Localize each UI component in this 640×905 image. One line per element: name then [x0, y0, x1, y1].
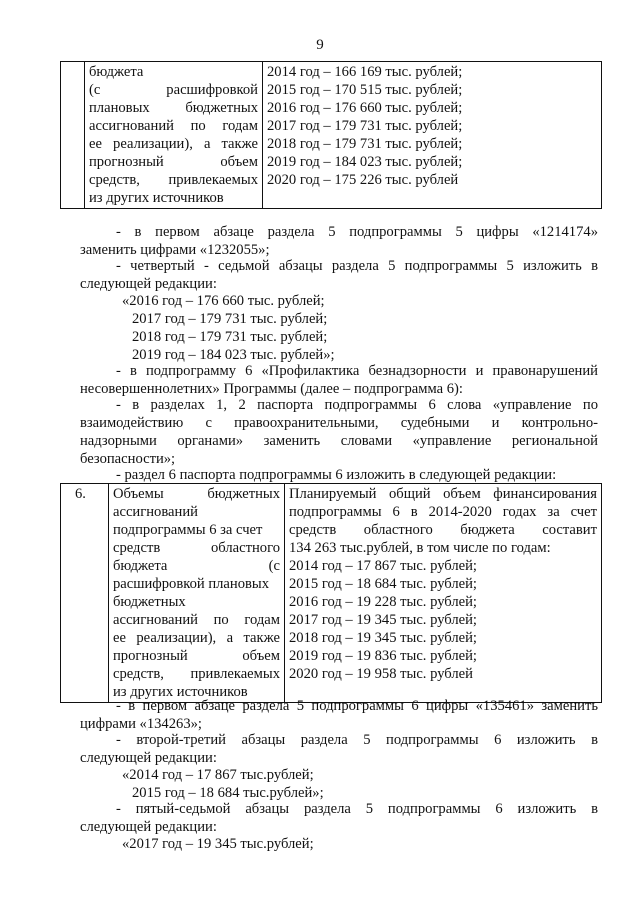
cell-line: средств, привлекаемых: [89, 172, 258, 188]
cell-line: плановых бюджетных: [89, 100, 258, 116]
cell-line: подпрограммы 6 в 2014-2020 годах за счет: [289, 504, 597, 520]
row-number: 6.: [75, 486, 86, 502]
paragraph-paragraphs-5-7: [80, 800, 598, 836]
cell-line: бюджета (с: [113, 558, 280, 574]
cell-line: 2014 год – 17 867 тыс. рублей;: [289, 558, 477, 574]
cell-line: ассигнований по годам: [89, 118, 258, 134]
cell-line: Объемы бюджетных: [113, 486, 280, 502]
paragraph-line: надзорными органами» заменить словами «управление региональной: [80, 433, 598, 449]
cell-line: 2018 год – 179 731 тыс. рублей;: [267, 136, 463, 152]
paragraph-line: несовершеннолетних» Программы (далее – подпрограмма 6):: [80, 381, 463, 397]
row-label-cell: [85, 62, 263, 209]
quote-line: «2017 год – 19 345 тыс.рублей;: [122, 836, 314, 852]
cell-line: Планируемый общий объем финансирования: [289, 486, 597, 502]
cell-line: 2019 год – 19 836 тыс. рублей;: [289, 648, 477, 664]
quoted-amounts-6b: [122, 835, 314, 853]
cell-line: бюджетных: [113, 594, 186, 610]
paragraph-sections-1-2: [80, 396, 598, 468]
row-number-cell: [61, 62, 85, 209]
cell-line: 2020 год – 175 226 тыс. рублей: [267, 172, 459, 188]
paragraph-line: следующей редакции:: [80, 819, 217, 835]
quote-line: «2016 год – 176 660 тыс. рублей;: [122, 293, 325, 309]
cell-line: 2017 год – 19 345 тыс. рублей;: [289, 612, 477, 628]
budget-table-subprogram-5: [60, 61, 602, 209]
cell-line: ее реализации), а также: [89, 136, 258, 152]
quote-line: «2014 год – 17 867 тыс.рублей;: [122, 767, 314, 783]
cell-line: из других источников: [113, 684, 248, 700]
cell-line: 2016 год – 19 228 тыс. рублей;: [289, 594, 477, 610]
cell-line: расшифровкой плановых: [113, 576, 270, 592]
cell-line: 2020 год – 19 958 тыс. рублей: [289, 666, 473, 682]
budget-table-subprogram-6: [60, 483, 602, 703]
page-number: 9: [316, 37, 324, 53]
paragraph-line: цифрами «134263»;: [80, 716, 202, 732]
cell-line: бюджета: [89, 64, 144, 80]
cell-line: 2019 год – 184 023 тыс. рублей;: [267, 154, 463, 170]
cell-line: прогнозный объем: [89, 154, 258, 170]
paragraph-line: - пятый-седьмой абзацы раздела 5 подпрограммы 6 изложить в: [116, 801, 598, 817]
cell-line: подпрограммы 6 за счет: [113, 522, 263, 538]
paragraph-line: заменить цифрами «1232055»;: [80, 242, 270, 258]
quote-line: 2018 год – 179 731 тыс. рублей;: [132, 329, 328, 345]
quoted-amounts-6a: [122, 766, 324, 802]
paragraph-line: - в подпрограмму 6 «Профилактика безнадзорности и правонарушений: [116, 363, 598, 379]
quote-line: 2015 год – 18 684 тыс.рублей»;: [132, 785, 324, 801]
paragraph-line: безопасности»;: [80, 451, 176, 467]
paragraph-digits-replace-6: [80, 697, 598, 733]
paragraph-section-6-intro: - раздел 6 паспорта подпрограммы 6 изложить в следующей редакции:: [116, 467, 557, 483]
paragraph-digits-replace-5: [80, 223, 598, 259]
cell-line: средств областного бюджета составит: [289, 522, 597, 538]
cell-line: ассигнований по годам: [113, 612, 280, 628]
paragraph-line: взаимодействию с правоохранительными, судебными и контрольно-: [80, 415, 598, 431]
cell-line: 134 263 тыс.рублей, в том числе по годам:: [289, 540, 551, 556]
cell-line: 2015 год – 170 515 тыс. рублей;: [267, 82, 463, 98]
cell-line: 2018 год – 19 345 тыс. рублей;: [289, 630, 477, 646]
cell-line: 2016 год – 176 660 тыс. рублей;: [267, 100, 463, 116]
cell-line: прогнозный объем: [113, 648, 280, 664]
paragraph-line: следующей редакции:: [80, 276, 217, 292]
cell-line: 2017 год – 179 731 тыс. рублей;: [267, 118, 463, 134]
paragraph-line: следующей редакции:: [80, 750, 217, 766]
cell-line: ее реализации), а также: [113, 630, 280, 646]
paragraph-line: - в первом абзаце раздела 5 подпрограммы 6 цифры «135461» заменить: [116, 698, 598, 714]
row-number-cell: [61, 484, 109, 703]
row-label-cell: [109, 484, 285, 703]
paragraph-line: - в первом абзаце раздела 5 подпрограммы 5 цифры «1214174»: [116, 224, 598, 240]
cell-line: (с расшифровкой: [89, 82, 258, 98]
table-row: [61, 62, 602, 209]
table-row: [61, 484, 602, 703]
quote-line: 2017 год – 179 731 тыс. рублей;: [132, 311, 328, 327]
row-value-cell: [285, 484, 602, 703]
cell-line: из других источников: [89, 190, 224, 206]
cell-line: ассигнований: [113, 504, 198, 520]
paragraph-subprogram-6-intro: [80, 362, 598, 398]
paragraph-line: - в разделах 1, 2 паспорта подпрограммы 6 слова «управление по: [116, 397, 598, 413]
row-value-cell: [263, 62, 602, 209]
paragraph-paragraphs-2-3: [80, 731, 598, 767]
paragraph-line: - четвертый - седьмой абзацы раздела 5 подпрограммы 5 изложить в: [116, 258, 598, 274]
cell-line: 2014 год – 166 169 тыс. рублей;: [267, 64, 463, 80]
paragraph-paragraphs-4-7: [80, 257, 598, 293]
paragraph-line: - второй-третий абзацы раздела 5 подпрограммы 6 изложить в: [116, 732, 598, 748]
cell-line: 2015 год – 18 684 тыс. рублей;: [289, 576, 477, 592]
quoted-amounts-subprogram-5: [122, 292, 335, 364]
quote-line: 2019 год – 184 023 тыс. рублей»;: [132, 347, 335, 363]
cell-line: средств, привлекаемых: [113, 666, 280, 682]
cell-line: средств областного: [113, 540, 280, 556]
